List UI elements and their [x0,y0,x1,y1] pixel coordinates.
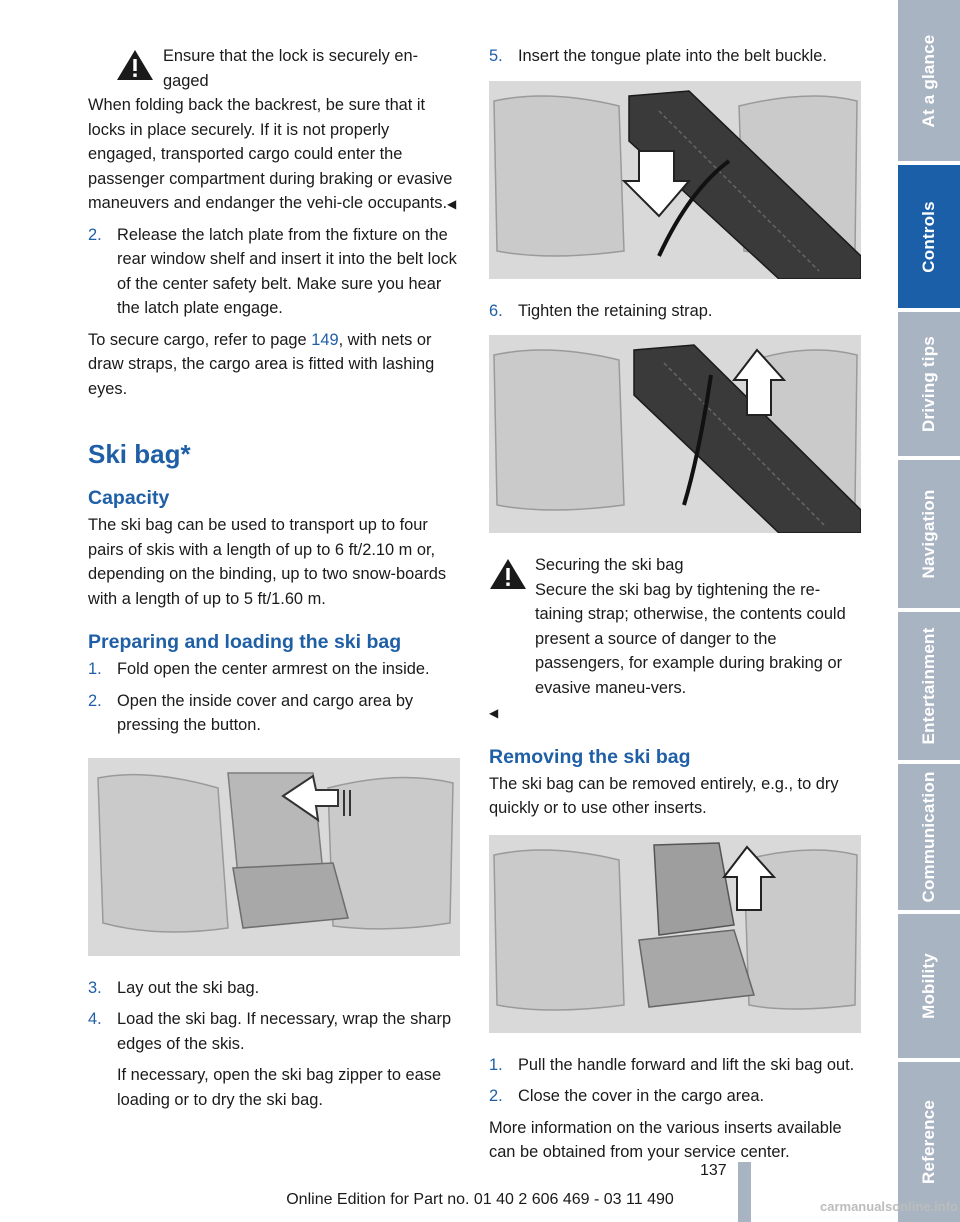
tab-label: Driving tips [919,336,938,432]
tab-label: Navigation [919,489,938,579]
tab-label: Communication [919,771,938,903]
illustration-tighten-strap [489,335,861,533]
removing-heading: Removing the ski bag [489,745,691,768]
capacity-text: The ski bag can be used to transport up to four pairs of skis with a length of up to 6 ft/2.10 m or, depending on the binding, up to two snow‐boards with a length of up to 5 ft/1.60 m. [88,516,447,608]
illustration-open-cover [88,758,460,956]
cargo-note: To secure cargo, refer to page 149, with nets or draw straps, the cargo area is fitted with lashing eyes. [88,330,435,398]
left-column [88,44,460,1120]
end-mark-icon: ◀ [447,197,457,211]
illustration-remove-ski-bag [489,835,861,1033]
page-link[interactable]: 149 [311,330,339,349]
tab-label: Reference [919,1099,938,1185]
step-item [489,1053,861,1078]
tab-label: At a glance [919,34,938,127]
step-item [88,689,460,738]
watermark: carmanualsonline.info [820,1199,958,1214]
warning-body: Secure the ski bag by tightening the re‐taining strap; otherwise, the contents could present a source of danger to the passengers, for example during braking or evasive maneu‐vers. ◀ [489,580,846,720]
end-mark-icon: ◀ [489,706,499,720]
step-text: Lay out the ski bag. [117,978,260,997]
tab-entertainment[interactable] [898,612,960,760]
step-number: 3. [88,978,102,997]
tab-communication[interactable] [898,764,960,910]
step-number: 5. [489,47,503,65]
step-text: Insert the tongue plate into the belt buckle. [518,47,827,65]
illustration-tighten-strap-image [489,335,861,533]
step-item [88,1007,460,1056]
warning-triangle-icon [116,49,154,81]
tab-mobility[interactable] [898,914,960,1058]
step-text: Open the inside cover and cargo area by pressing the button. [117,691,414,734]
tab-at-a-glance[interactable] [898,0,960,161]
warning-securing-ski-bag [489,553,861,726]
illustration-insert-tongue [489,81,861,279]
tab-label: Entertainment [919,627,938,745]
page-number: 137 [700,1162,727,1179]
step-number: 2. [489,1087,503,1105]
warning-title: Ensure that the lock is securely en‐gaged [163,47,419,90]
step-text: Close the cover in the cargo area. [518,1087,764,1105]
tab-label: Controls [919,200,938,273]
illustration-open-cover-image [88,758,460,956]
step-number: 1. [88,660,102,678]
step-item [88,657,460,682]
removing-text: The ski bag can be removed entirely, e.g., to dry quickly or to use other inserts. [489,774,839,817]
tab-controls[interactable] [898,165,960,308]
closing-text: More information on the various inserts available can be obtained from your service center. [489,1118,842,1161]
step-text: Fold open the center armrest on the inside. [117,660,430,678]
chapter-tabs [898,0,960,1222]
step-item [489,299,861,324]
step-item [88,223,460,321]
warning-triangle-icon [489,558,527,590]
step-text: Load the ski bag. If necessary, wrap the sharp edges of the skis. [117,1010,452,1053]
step-item [489,44,861,69]
warning-title: Securing the ski bag [535,556,684,574]
capacity-heading: Capacity [88,487,170,509]
step-text: Tighten the retaining strap. [518,301,713,320]
step-number: 2. [88,691,102,710]
step-note: If necessary, open the ski bag zipper to ease loading or to dry the ski bag. [117,1066,442,1109]
illustration-remove-ski-bag-image [489,835,861,1033]
step-number: 6. [489,301,503,320]
step-item [489,1084,861,1109]
warning-lock-engaged [88,44,460,217]
warning-body: When folding back the backrest, be sure that it locks in place securely. If it is not properly engaged, transported cargo could enter the passenger compartment during braking or evasive maneuvers and endanger the vehi‐cle occupants.◀ [88,96,457,212]
preparing-heading: Preparing and loading the ski bag [88,631,402,653]
right-column [489,44,861,1173]
step-number: 1. [489,1055,503,1074]
step-text: Release the latch plate from the fixture on the rear window shelf and insert it into the belt lock of the center safety belt. Make sure you hear the latch plate engage. [117,225,457,317]
tab-navigation[interactable] [898,460,960,608]
step-item [88,976,460,1001]
step-text: Pull the handle forward and lift the ski bag out. [518,1055,855,1074]
section-title: Ski bag* [88,439,191,469]
illustration-insert-tongue-image [489,81,861,279]
step-number: 2. [88,225,102,244]
step-number: 4. [88,1010,102,1028]
tab-driving-tips[interactable] [898,312,960,456]
footer-edition: Online Edition for Part no. 01 40 2 606 469 - 03 11 490 [286,1191,674,1208]
tab-label: Mobility [919,953,938,1019]
